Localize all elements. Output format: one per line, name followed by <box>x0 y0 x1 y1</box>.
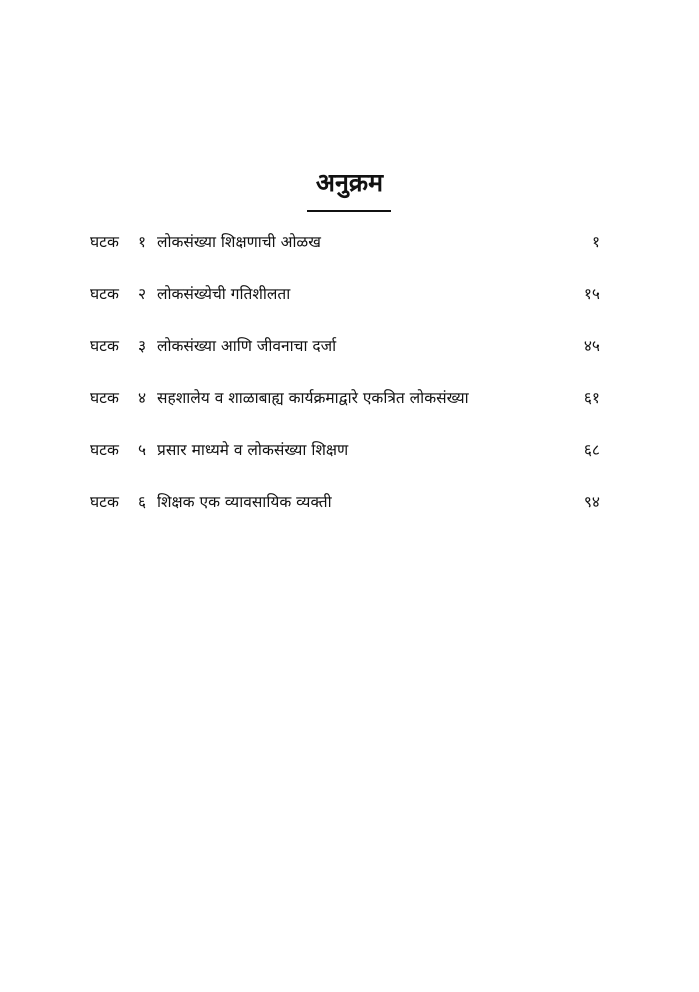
unit-title: सहशालेय व शाळाबाह्य कार्यक्रमाद्वारे एकत्रित लोकसंख्या <box>157 389 469 407</box>
toc-entry-3 <box>90 333 600 385</box>
unit-label: घटक <box>90 233 119 251</box>
toc-entry-1 <box>90 229 600 281</box>
unit-number: २ <box>137 285 147 303</box>
unit-number: १ <box>137 233 147 251</box>
page-number: ६१ <box>583 389 600 407</box>
unit-label: घटक <box>90 285 119 303</box>
unit-number: ५ <box>137 441 147 459</box>
page-number: ६८ <box>583 441 600 459</box>
page-number: ४५ <box>583 337 600 355</box>
unit-label: घटक <box>90 493 119 511</box>
unit-title: लोकसंख्येची गतिशीलता <box>157 285 291 303</box>
table-of-contents <box>90 229 600 541</box>
page-title: अनुक्रम <box>315 168 384 197</box>
unit-title: प्रसार माध्यमे व लोकसंख्या शिक्षण <box>157 441 349 459</box>
unit-number: ३ <box>137 337 147 355</box>
toc-entry-5 <box>90 437 600 489</box>
unit-label: घटक <box>90 389 119 407</box>
unit-title: लोकसंख्या आणि जीवनाचा दर्जा <box>157 337 337 355</box>
unit-number: ४ <box>137 389 147 407</box>
unit-label: घटक <box>90 441 119 459</box>
unit-title: लोकसंख्या शिक्षणाची ओळख <box>157 233 321 251</box>
unit-title: शिक्षक एक व्यावसायिक व्यक्ती <box>157 493 332 511</box>
toc-entry-4 <box>90 385 600 437</box>
toc-entry-6 <box>90 489 600 541</box>
title-underline <box>307 210 391 212</box>
unit-number: ६ <box>137 493 147 511</box>
page-number: १५ <box>583 285 600 303</box>
page-number: १ <box>591 233 600 251</box>
page-number: ९४ <box>583 493 600 511</box>
unit-label: घटक <box>90 337 119 355</box>
toc-entry-2 <box>90 281 600 333</box>
